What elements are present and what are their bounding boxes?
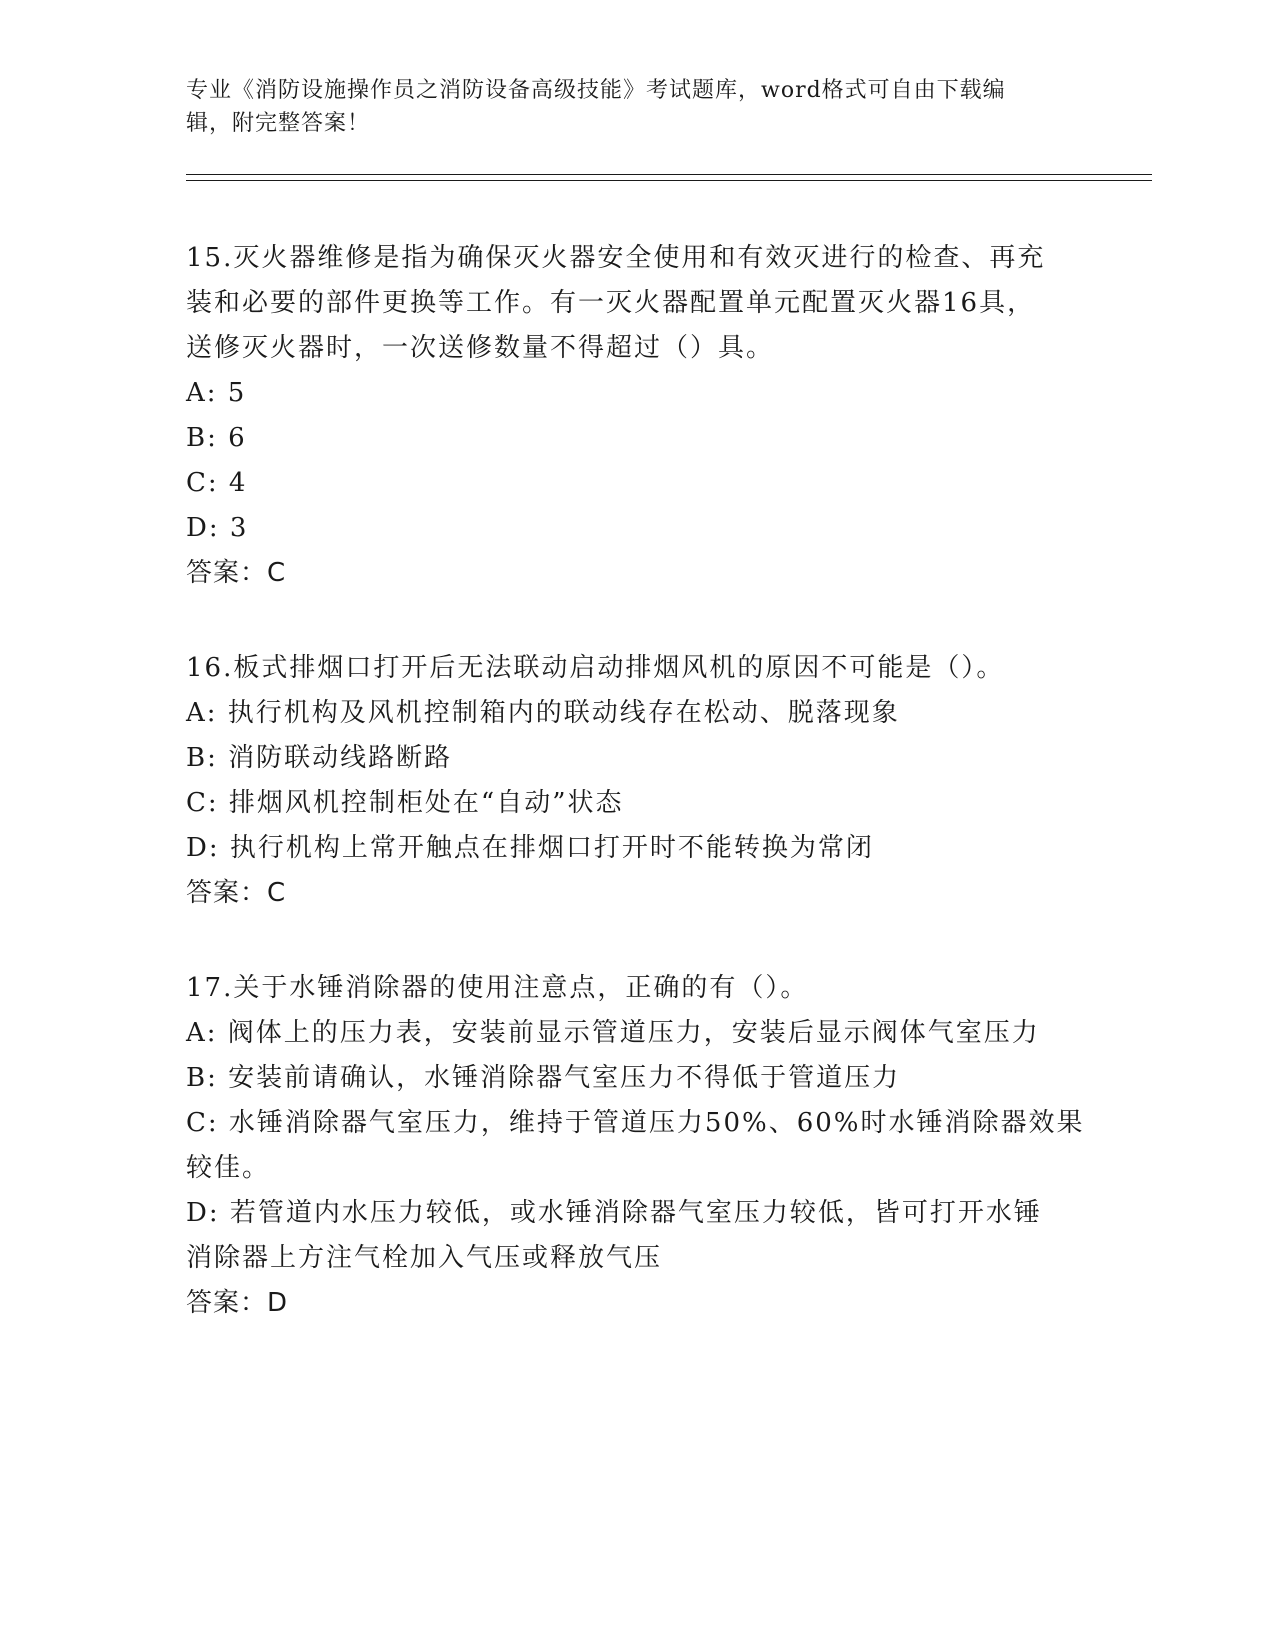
question-text-line: 送修灭火器时，一次送修数量不得超过（）具。 — [186, 333, 775, 363]
option-a: A: 5 — [186, 378, 247, 408]
option-d-continued: 消除器上方注气栓加入气压或释放气压 — [186, 1243, 663, 1273]
document-header — [186, 74, 1066, 140]
option-b: B: 6 — [186, 423, 247, 453]
header-divider-bottom — [186, 180, 1152, 181]
option-b: B: 消防联动线路断路 — [186, 743, 453, 773]
answer: 答案：C — [186, 558, 287, 588]
header-line-1: 专业《消防设施操作员之消防设备高级技能》考试题库，word格式可自由下载编 — [186, 78, 1006, 103]
question-17 — [186, 966, 1086, 1326]
option-d: D: 执行机构上常开触点在排烟口打开时不能转换为常闭 — [186, 833, 874, 863]
option-b: B: 安装前请确认，水锤消除器气室压力不得低于管道压力 — [186, 1063, 901, 1093]
header-line-2: 辑，附完整答案！ — [186, 111, 371, 136]
option-d: D: 若管道内水压力较低，或水锤消除器气室压力较低，皆可打开水锤 — [186, 1198, 1042, 1228]
option-c: C: 水锤消除器气室压力，维持于管道压力50%、60%时水锤消除器效果 — [186, 1108, 1085, 1138]
option-c: C: 排烟风机控制柜处在“自动”状态 — [186, 788, 624, 818]
option-c: C: 4 — [186, 468, 248, 498]
question-16 — [186, 646, 1086, 916]
answer: 答案：C — [186, 878, 287, 908]
option-a: A: 执行机构及风机控制箱内的联动线存在松动、脱落现象 — [186, 698, 900, 728]
answer: 答案：D — [186, 1288, 289, 1318]
option-d: D: 3 — [186, 513, 249, 543]
header-divider-top — [186, 174, 1152, 175]
question-text-line: 16.板式排烟口打开后无法联动启动排烟风机的原因不可能是（）。 — [186, 653, 1005, 683]
option-c-continued: 较佳。 — [186, 1153, 271, 1183]
question-15 — [186, 236, 1086, 596]
question-text-line: 15.灭火器维修是指为确保灭火器安全使用和有效灭进行的检查、再充 — [186, 243, 1046, 273]
option-a: A: 阀体上的压力表，安装前显示管道压力，安装后显示阀体气室压力 — [186, 1018, 1040, 1048]
question-text-line: 17.关于水锤消除器的使用注意点，正确的有（）。 — [186, 973, 809, 1003]
question-text-line: 装和必要的部件更换等工作。有一灭火器配置单元配置灭火器16具， — [186, 288, 1036, 318]
